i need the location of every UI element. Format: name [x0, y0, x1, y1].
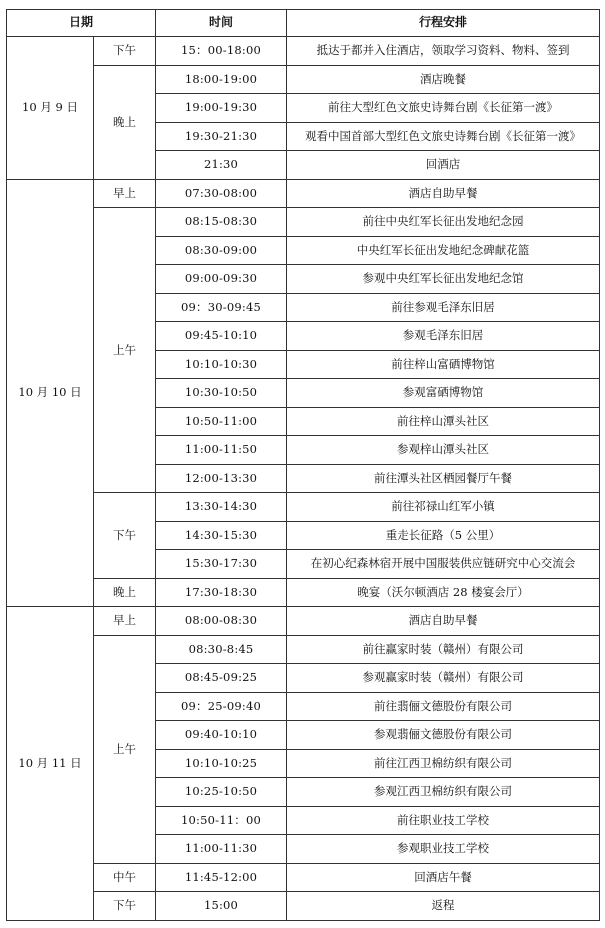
time-cell: 10:50-11:00: [156, 407, 287, 436]
table-row: [7, 578, 600, 607]
time-cell: 09：25-09:40: [156, 692, 287, 721]
time-cell: 10:30-10:50: [156, 379, 287, 408]
activity-cell: 观看中国首部大型红色文旅史诗舞台剧《长征第一渡》: [287, 122, 600, 151]
time-cell: 12:00-13:30: [156, 464, 287, 493]
date-cell: 10 月 9 日: [7, 37, 94, 180]
activity-cell: 参观毛泽东旧居: [287, 322, 600, 351]
activity-cell: 参观赢家时装（赣州）有限公司: [287, 664, 600, 693]
header-time: 时间: [156, 10, 287, 37]
time-cell: 10:10-10:30: [156, 350, 287, 379]
time-cell: 08:30-09:00: [156, 236, 287, 265]
time-cell: 09：30-09:45: [156, 293, 287, 322]
activity-cell: 返程: [287, 892, 600, 921]
activity-cell: 参观富硒博物馆: [287, 379, 600, 408]
time-cell: 15:00: [156, 892, 287, 921]
time-cell: 14:30-15:30: [156, 521, 287, 550]
activity-cell: 前往中央红军长征出发地纪念园: [287, 208, 600, 237]
time-cell: 21:30: [156, 151, 287, 180]
activity-cell: 前往梓山潭头社区: [287, 407, 600, 436]
period-cell: 早上: [94, 179, 156, 208]
activity-cell: 参观江西卫棉纺织有限公司: [287, 778, 600, 807]
activity-cell: 酒店自助早餐: [287, 179, 600, 208]
activity-cell: 前往职业技工学校: [287, 806, 600, 835]
activity-cell: 前往江西卫棉纺织有限公司: [287, 749, 600, 778]
time-cell: 15：00-18:00: [156, 37, 287, 66]
activity-cell: 回酒店午餐: [287, 863, 600, 892]
table-row: [7, 863, 600, 892]
table-row: [7, 493, 600, 522]
activity-cell: 在初心纪森林宿开展中国服装供应链研究中心交流会: [287, 550, 600, 579]
period-cell: 下午: [94, 892, 156, 921]
period-cell: 上午: [94, 635, 156, 863]
table-row: [7, 65, 600, 94]
activity-cell: 中央红军长征出发地纪念碑献花篮: [287, 236, 600, 265]
itinerary-body: [7, 37, 600, 921]
time-cell: 09:45-10:10: [156, 322, 287, 351]
time-cell: 19:30-21:30: [156, 122, 287, 151]
table-row: [7, 37, 600, 66]
activity-cell: 前往参观毛泽东旧居: [287, 293, 600, 322]
activity-cell: 前往潭头社区栖园餐厅午餐: [287, 464, 600, 493]
activity-cell: 参观翡俪文德股份有限公司: [287, 721, 600, 750]
time-cell: 11:00-11:30: [156, 835, 287, 864]
table-row: [7, 635, 600, 664]
activity-cell: 抵达于都并入住酒店，领取学习资料、物料、签到: [287, 37, 600, 66]
time-cell: 10:10-10:25: [156, 749, 287, 778]
time-cell: 09:40-10:10: [156, 721, 287, 750]
table-row: [7, 208, 600, 237]
time-cell: 09:00-09:30: [156, 265, 287, 294]
activity-cell: 晚宴（沃尔顿酒店 28 楼宴会厅）: [287, 578, 600, 607]
time-cell: 10:50-11：00: [156, 806, 287, 835]
header-row: [7, 10, 600, 37]
period-cell: 上午: [94, 208, 156, 493]
time-cell: 07:30-08:00: [156, 179, 287, 208]
activity-cell: 前往翡俪文德股份有限公司: [287, 692, 600, 721]
activity-cell: 回酒店: [287, 151, 600, 180]
time-cell: 08:45-09:25: [156, 664, 287, 693]
time-cell: 08:30-8:45: [156, 635, 287, 664]
time-cell: 11:45-12:00: [156, 863, 287, 892]
time-cell: 08:00-08:30: [156, 607, 287, 636]
header-item: 行程安排: [287, 10, 600, 37]
time-cell: 10:25-10:50: [156, 778, 287, 807]
time-cell: 13:30-14:30: [156, 493, 287, 522]
time-cell: 08:15-08:30: [156, 208, 287, 237]
header-date: 日期: [7, 10, 156, 37]
table-row: [7, 892, 600, 921]
activity-cell: 参观职业技工学校: [287, 835, 600, 864]
date-cell: 10 月 10 日: [7, 179, 94, 607]
activity-cell: 前往梓山富硒博物馆: [287, 350, 600, 379]
date-cell: 10 月 11 日: [7, 607, 94, 921]
activity-cell: 参观中央红军长征出发地纪念馆: [287, 265, 600, 294]
period-cell: 下午: [94, 37, 156, 66]
time-cell: 11:00-11:50: [156, 436, 287, 465]
activity-cell: 前往祁禄山红军小镇: [287, 493, 600, 522]
time-cell: 18:00-19:00: [156, 65, 287, 94]
activity-cell: 前往大型红色文旅史诗舞台剧《长征第一渡》: [287, 94, 600, 123]
table-row: [7, 607, 600, 636]
activity-cell: 酒店晚餐: [287, 65, 600, 94]
itinerary-table: [6, 9, 600, 921]
period-cell: 晚上: [94, 65, 156, 179]
activity-cell: 参观梓山潭头社区: [287, 436, 600, 465]
period-cell: 中午: [94, 863, 156, 892]
period-cell: 下午: [94, 493, 156, 579]
activity-cell: 前往赢家时装（赣州）有限公司: [287, 635, 600, 664]
time-cell: 15:30-17:30: [156, 550, 287, 579]
activity-cell: 重走长征路（5 公里）: [287, 521, 600, 550]
activity-cell: 酒店自助早餐: [287, 607, 600, 636]
period-cell: 早上: [94, 607, 156, 636]
period-cell: 晚上: [94, 578, 156, 607]
time-cell: 19:00-19:30: [156, 94, 287, 123]
time-cell: 17:30-18:30: [156, 578, 287, 607]
table-row: [7, 179, 600, 208]
